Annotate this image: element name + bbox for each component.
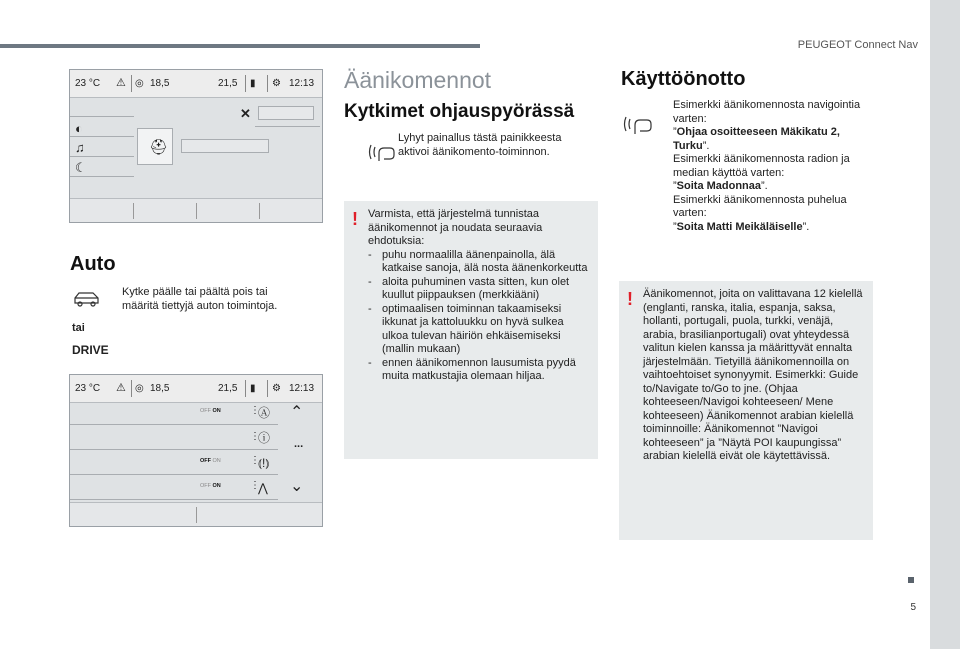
temperature-value-2: 21,5 bbox=[218, 383, 238, 394]
location-icon: ◎ bbox=[135, 383, 144, 394]
voice-note-list bbox=[368, 249, 590, 384]
list-item: - aloita puhuminen vasta sitten, kun olet kuullut piippauksen (merkkiääni) bbox=[368, 276, 590, 303]
status-bar-2 bbox=[70, 375, 322, 403]
more-icon[interactable]: ... bbox=[294, 438, 304, 450]
settings-icon: ⚙ bbox=[272, 383, 281, 394]
night-mode-icon[interactable]: ☾ bbox=[75, 160, 87, 175]
voice-note-box bbox=[344, 201, 598, 459]
settings-icon: ⚙ bbox=[272, 78, 281, 89]
warning-icon: ⚠ bbox=[116, 77, 126, 89]
voice-heading: Äänikomennot bbox=[344, 67, 492, 93]
clock: 12:13 bbox=[289, 383, 315, 394]
side-strip bbox=[930, 0, 960, 649]
example-nav-command: Ohjaa osoitteeseen Mäkikatu 2, Turku bbox=[673, 126, 840, 152]
list-item: - optimaalisen toiminnan takaamiseksi ikkunat ja kattoluukku on hyvä sulkea ulkoa tulevan häiriön ehkäisemiseksi (mallin mukaan) bbox=[368, 303, 590, 357]
auto-heading: Auto bbox=[70, 253, 116, 275]
continue-marker bbox=[908, 577, 914, 583]
info-icon: ⓘ bbox=[258, 431, 271, 445]
screen-footer bbox=[70, 502, 322, 526]
screen-footer bbox=[70, 198, 322, 222]
temperature: 23 °C bbox=[75, 78, 101, 89]
header-title: PEUGEOT Connect Nav bbox=[797, 39, 918, 51]
usage-examples: Esimerkki äänikomennosta navigointia varten: ”Ohjaa osoitteeseen Mäkikatu 2, Turku”. Esimerkki äänikomennosta radion ja median käyttöä varten: ”Soita Madonnaa”. Esimerkki äänikomennosta puhelua varten: ”Soita Matti Meikäläiselle”. bbox=[673, 99, 868, 234]
usage-note-box bbox=[619, 281, 873, 540]
lane-assist-icon: ⋀ bbox=[258, 481, 268, 495]
auto-light-icon: Ⓐ bbox=[258, 406, 271, 420]
header-rule bbox=[0, 44, 480, 48]
row-menu-icon[interactable]: ⋮ bbox=[250, 431, 260, 442]
profile-name-field[interactable] bbox=[181, 139, 269, 153]
voice-command-icon bbox=[622, 110, 656, 138]
temperature-value-2: 21,5 bbox=[218, 78, 238, 89]
drive-label: DRIVE bbox=[72, 343, 109, 357]
clock: 12:13 bbox=[289, 78, 315, 89]
page-number: 5 bbox=[910, 602, 916, 613]
sound-settings-icon[interactable]: ♫ bbox=[75, 140, 85, 155]
chevron-down-icon[interactable]: ⌄ bbox=[290, 478, 304, 495]
example-phone-command: Soita Matti Meikäläiselle bbox=[676, 220, 803, 233]
usage-heading: Käyttöönotto bbox=[621, 68, 746, 90]
voice-note-text bbox=[368, 208, 590, 384]
row-menu-icon[interactable]: ⋮ bbox=[250, 480, 260, 491]
usage-note-text: Äänikomennot, joita on valittavana 12 kielellä (englanti, ranska, italia, espanja, saksa, hollanti, portugali, puola, turkki, venäjä, arabia, brasilianportugali) ovat yhteydessä valitun kielen kanssa ja määrittyvät ennalta järjestelmään. Tietyillä äänikomennoilla on vaihtoehtoiset synonyymit. Esimerkki: Guide to/Navigate to/Go to jne. (Ohjaa kohteeseen/Navigoi kohteeseen/ Mene kohteeseen) Äänikomennot arabian kielellä toiminnoille: Äänikomennot ”Navigoi kohteeseen” ja ”Näytä POI kaupungissa” arabian kielellä eivät ole käytettävissä. bbox=[643, 288, 863, 462]
toggle-3[interactable]: OFF ON bbox=[200, 458, 221, 464]
warning-icon: ! bbox=[627, 289, 633, 309]
example-media-label: Esimerkki äänikomennosta radion ja median käyttöä varten: bbox=[673, 153, 850, 179]
status-bar bbox=[70, 70, 322, 98]
option-field[interactable] bbox=[258, 106, 314, 120]
example-media-command: Soita Madonnaa bbox=[676, 180, 762, 192]
close-icon[interactable]: ✕ bbox=[240, 106, 251, 121]
chevron-up-icon[interactable]: ⌃ bbox=[290, 404, 304, 421]
row-menu-icon[interactable]: ⋮ bbox=[250, 455, 260, 466]
example-phone-label: Esimerkki äänikomennosta puhelua varten: bbox=[673, 193, 847, 219]
location-icon: ◎ bbox=[135, 78, 144, 89]
driving-mode-icon[interactable]: ◐ bbox=[75, 121, 83, 136]
warning-icon: ! bbox=[352, 209, 358, 229]
auto-description: Kytke päälle tai päältä pois tai määritä tiettyjä auton toimintoja. bbox=[122, 286, 278, 312]
tyre-pressure-icon: ⦅!⦆ bbox=[258, 456, 270, 470]
temperature-value-1: 18,5 bbox=[150, 383, 170, 394]
voice-command-icon bbox=[367, 139, 397, 165]
temperature: 23 °C bbox=[75, 383, 101, 394]
voice-subheading: Kytkimet ohjauspyörässä bbox=[344, 101, 575, 122]
voice-press-text: Lyhyt painallus tästä painikkeesta aktivoi äänikomento-toiminnon. bbox=[398, 132, 562, 158]
auto-or: tai bbox=[72, 322, 85, 334]
warning-icon: ⚠ bbox=[116, 382, 126, 394]
toggle-4[interactable]: OFF ON bbox=[200, 483, 221, 489]
example-nav-label: Esimerkki äänikomennosta navigointia varten: bbox=[673, 99, 861, 125]
list-item: - puhu normaalilla äänenpainolla, älä katkaise sanoja, älä nosta äänenkorkeutta bbox=[368, 249, 590, 276]
person-icon: ⛑ bbox=[149, 139, 169, 156]
phone-icon: ▮ bbox=[250, 383, 256, 394]
screen-mockup-settings bbox=[69, 69, 323, 223]
phone-icon: ▮ bbox=[250, 78, 256, 89]
voice-note-intro: Varmista, että järjestelmä tunnistaa äänikomennot ja noudata seuraavia ehdotuksia: bbox=[368, 208, 543, 247]
temperature-value-1: 18,5 bbox=[150, 78, 170, 89]
toggle-1[interactable]: OFF ON bbox=[200, 408, 221, 414]
list-item: - ennen äänikomennon lausumista pyydä muita matkustajia olemaan hiljaa. bbox=[368, 357, 590, 384]
car-icon bbox=[72, 289, 102, 309]
row-menu-icon[interactable]: ⋮ bbox=[250, 405, 260, 416]
screen-mockup-drive bbox=[69, 374, 323, 527]
profile-button[interactable] bbox=[137, 128, 173, 165]
